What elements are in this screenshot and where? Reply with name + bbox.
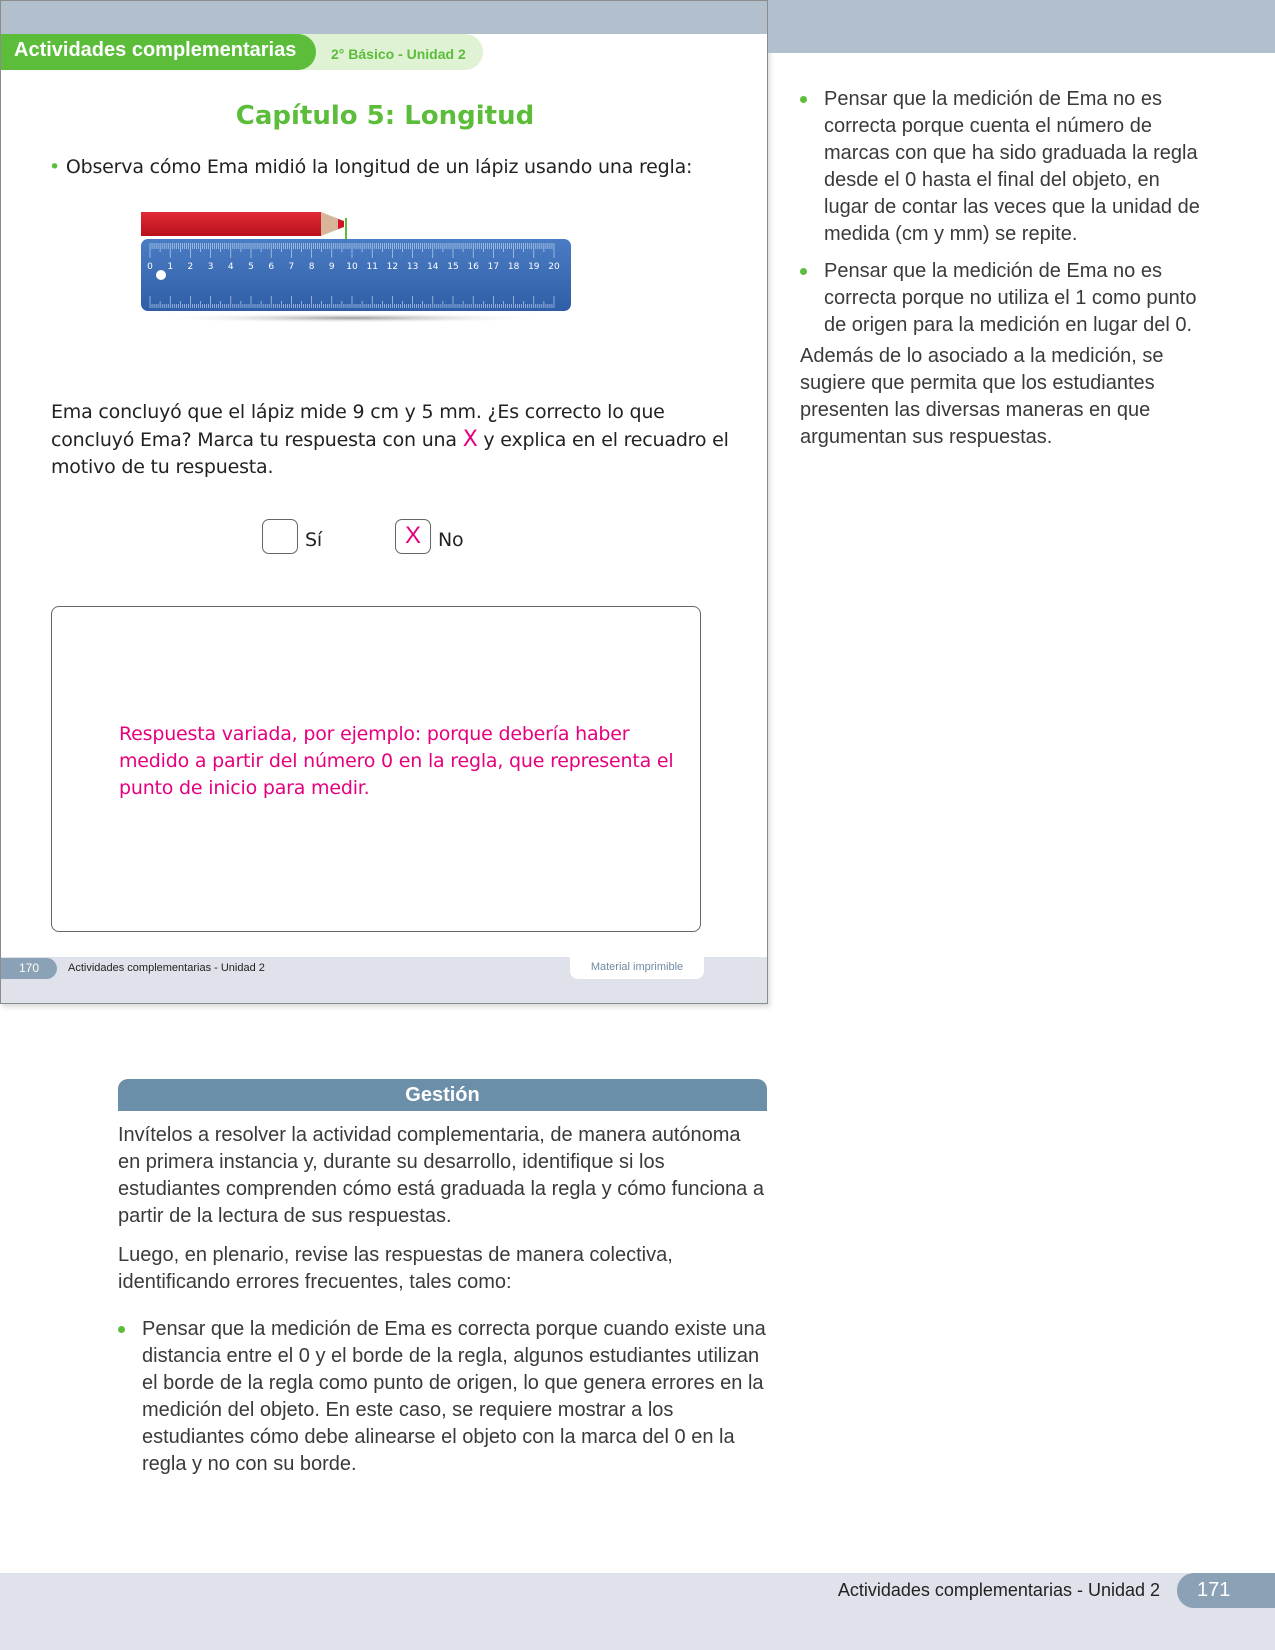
grade-unit-label: 2° Básico - Unidad 2 (331, 46, 466, 62)
ruler-number: 11 (366, 262, 378, 272)
yes-checkbox[interactable] (262, 519, 298, 554)
ruler-number: 13 (406, 262, 419, 272)
top-band (768, 0, 1275, 53)
ruler-number: 3 (207, 262, 214, 272)
bullet-icon: • (49, 156, 61, 178)
top-band (1, 1, 767, 34)
pencil-icon (141, 212, 344, 236)
footer-text: Actividades complementarias - Unidad 2 (837, 1580, 1160, 1600)
question-text (51, 399, 741, 481)
section-tab: Actividades complementarias (1, 34, 316, 70)
ruler-number: 8 (308, 262, 315, 272)
ruler-shadow (151, 313, 551, 323)
list-item: Pensar que la medición de Ema es correcta porque cuando existe una distancia entre el 0 y el borde de la regla, algunos estudiantes utilizan el borde de la regla como punto de origen, lo que genera errores en la medición del objeto. En este caso, se requiere mostrar a los estudiantes cómo debe alinearse el objeto con la marca del 0 en la regla y no con su borde. (118, 1316, 768, 1478)
ruler-number: 7 (288, 262, 295, 272)
question-part: Ema concluyó que el lápiz mide 9 cm y 5 mm. ¿Es correcto lo que concluyó Ema? Marca tu respuesta con una (51, 401, 665, 451)
ruler-number: 4 (227, 262, 234, 272)
page-number: 170 (1, 958, 57, 979)
ruler-number: 6 (268, 262, 275, 272)
ruler-number: 17 (487, 262, 500, 272)
ruler-number: 20 (548, 262, 560, 272)
printable-material-tab: Material imprimible (570, 956, 704, 979)
ruler-number: 18 (507, 262, 520, 272)
x-mark: X (462, 427, 478, 452)
sample-answer: Respuesta variada, por ejemplo: porque debería haber medido a partir del número 0 en la regla, que representa el punto de inicio para medir. (119, 723, 674, 799)
instruction (49, 156, 764, 178)
ruler-hole (156, 270, 166, 280)
ruler-number: 2 (187, 262, 194, 272)
ruler-number: 9 (328, 262, 335, 272)
right-column (800, 86, 1200, 451)
no-label: No (438, 529, 464, 551)
section-heading: Gestión (118, 1079, 767, 1111)
paragraph: Además de lo asociado a la medición, se sugiere que permita que los estudiantes presenten las diversas maneras en que argumentan sus respuestas. (800, 345, 1164, 448)
list-item: Pensar que la medición de Ema no es correcta porque cuenta el número de marcas con que ha sido graduada la regla desde el 0 hasta el final del objeto, en lugar de contar las veces que la unidad de medida (cm y mm) se repite. (800, 86, 1200, 248)
ruler-number: 14 (427, 262, 439, 272)
no-checkbox[interactable]: X (395, 519, 431, 554)
footer-text: Actividades complementarias - Unidad 2 (68, 962, 265, 974)
list-item: Pensar que la medición de Ema no es correcta porque no utiliza el 1 como punto de origen para la medición en lugar del 0. (800, 258, 1200, 339)
page-number: 171 (1177, 1573, 1275, 1608)
paragraph: Luego, en plenario, revise las respuestas de manera colectiva, identificando errores frecuentes, tales como: (118, 1244, 673, 1293)
ruler-number: 12 (386, 262, 399, 272)
yes-label: Sí (305, 529, 322, 551)
ruler-number: 19 (528, 262, 540, 272)
pencil-and-ruler-illustration (136, 206, 576, 326)
gestion-body (118, 1122, 768, 1488)
ruler-number: 0 (147, 262, 153, 272)
question-part: y explica en el recuadro el motivo de tu respuesta. (51, 429, 729, 478)
ruler-number: 1 (167, 262, 174, 272)
printable-worksheet (0, 0, 768, 1004)
instruction-text: Observa cómo Ema midió la longitud de un lápiz usando una regla: (65, 156, 693, 178)
ruler-number: 10 (346, 262, 358, 272)
ruler-number: 5 (248, 262, 254, 272)
chapter-title: Capítulo 5: Longitud (235, 101, 535, 131)
ruler (141, 239, 571, 311)
paragraph: Invítelos a resolver la actividad complementaria, de manera autónoma en primera instancia y, durante su desarrollo, identifique si los estudiantes comprenden cómo está graduada la regla y cómo funciona a partir de la lectura de sus respuestas. (118, 1124, 764, 1227)
ruler-number: 16 (467, 262, 479, 272)
ruler-number: 15 (447, 262, 459, 272)
